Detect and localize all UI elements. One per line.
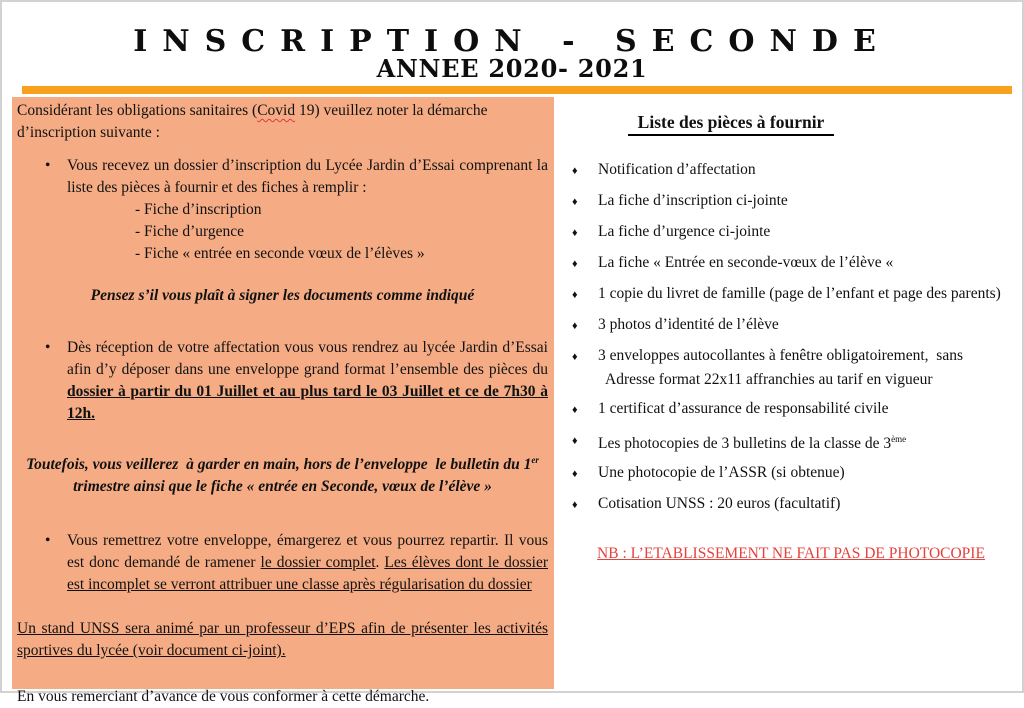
page-title: INSCRIPTION - SECONDE xyxy=(133,24,891,59)
orange-divider xyxy=(22,86,1012,94)
pieces-title xyxy=(560,112,1022,133)
bullet-item-remise xyxy=(17,530,548,596)
no-photocopy-warning: NB : L’ETABLISSEMENT NE FAIT PAS DE PHOTOCOPIE xyxy=(597,545,985,563)
list-item xyxy=(560,430,1022,453)
diamond-bullet-icon: ♦ xyxy=(572,351,578,363)
bullet-item-dossier xyxy=(17,155,548,199)
list-item xyxy=(560,284,1022,305)
intro-text-post: 19) veuillez noter la démarche d’inscription suivante : xyxy=(17,102,488,141)
list-item-text: Cotisation UNSS : 20 euros (facultatif) xyxy=(598,495,841,513)
list-item-text: 1 certificat d’assurance de responsabilité civile xyxy=(598,400,889,417)
envelopes-line1: 3 enveloppes autocollantes à fenêtre obligatoirement, sans xyxy=(598,347,963,364)
procedure-panel xyxy=(12,97,554,706)
list-item-text xyxy=(586,346,1022,389)
diamond-bullet-icon: ♦ xyxy=(572,435,578,447)
list-item xyxy=(560,494,1022,515)
round-bullet-icon: • xyxy=(45,339,51,356)
sign-documents-notice: Pensez s’il vous plaît à signer les documents comme indiqué xyxy=(90,287,475,304)
list-item xyxy=(560,191,1022,212)
diamond-bullet-icon: ♦ xyxy=(572,196,578,208)
list-item-text: La fiche « Entrée en seconde-vœux de l’élève « xyxy=(598,254,894,271)
list-item xyxy=(560,346,1022,389)
remise-text-2: . xyxy=(375,554,385,572)
list-item xyxy=(560,160,1022,181)
remise-text-1: Vous remettrez votre enveloppe, émargerez et vous pourrez repartir. Il vous est donc demandé de ramener xyxy=(67,532,548,572)
list-item xyxy=(560,253,1022,274)
closing-line: En vous remerciant d’avance de vous conformer à cette démarche. xyxy=(17,688,430,706)
bullet-text: Vous recevez un dossier d’inscription du Lycée Jardin d’Essai comprenant la liste des pièces à fournir et des fiches à remplir : xyxy=(67,157,548,196)
pieces-title-text: Liste des pièces à fournir xyxy=(628,112,835,136)
list-item xyxy=(560,463,1022,484)
intro-text-pre: Considérant les obligations sanitaires ( xyxy=(17,102,258,119)
list-item xyxy=(560,399,1022,420)
dossier-incomplet-emphasis: Les élèves dont le dossier est incomplet se verront attribuer une classe après régularisation du dossier xyxy=(67,554,548,594)
list-item xyxy=(560,315,1022,336)
bullet-text xyxy=(67,530,548,596)
diamond-bullet-icon: ♦ xyxy=(572,258,578,270)
fiche-list xyxy=(135,199,548,265)
diamond-bullet-icon: ♦ xyxy=(572,289,578,301)
diamond-bullet-icon: ♦ xyxy=(572,165,578,177)
keep-in-hand-notice xyxy=(17,449,548,498)
fiche-line: - Fiche d’inscription xyxy=(135,201,262,218)
pieces-panel xyxy=(560,112,1022,563)
bullet-item-depot xyxy=(17,337,548,425)
pieces-list xyxy=(560,160,1022,515)
list-item-text: Une photocopie de l’ASSR (si obtenue) xyxy=(598,464,845,482)
diamond-bullet-icon: ♦ xyxy=(572,499,578,512)
list-item-text: 1 copie du livret de famille (page de l’enfant et page des parents) xyxy=(598,285,1001,302)
fiche-line: - Fiche « entrée en seconde vœux de l’élèves » xyxy=(135,245,425,262)
notice2-post: trimestre ainsi que le fiche « entrée en Seconde, vœux de l’élève » xyxy=(73,456,543,496)
ordinal-superscript: er xyxy=(531,455,539,465)
unss-stand-note: Un stand UNSS sera animé par un professeur d’EPS afin de présenter les activités sportives du lycée (voir document ci-joint). xyxy=(17,620,548,660)
envelopes-line2: Adresse format 22x11 affranchies au tarif en vigueur xyxy=(605,371,933,388)
list-item-text: Notification d’affectation xyxy=(598,161,756,178)
diamond-bullet-icon: ♦ xyxy=(572,468,578,481)
list-item-text: La fiche d’urgence ci-jointe xyxy=(598,223,771,240)
notice2-pre: Toutefois, vous veillerez à garder en main, hors de l’enveloppe le bulletin du 1 xyxy=(26,456,532,474)
depot-text: Dès réception de votre affectation vous vous rendrez au lycée Jardin d’Essai afin d’y déposer dans une enveloppe grand format l’ensemble des pièces du xyxy=(67,339,548,378)
diamond-bullet-icon: ♦ xyxy=(572,320,578,332)
round-bullet-icon: • xyxy=(45,532,51,550)
list-item xyxy=(560,222,1022,243)
list-item-text xyxy=(586,430,1022,453)
grade-superscript: ème xyxy=(891,434,907,444)
list-item-text: 3 photos d’identité de l’élève xyxy=(598,316,779,333)
intro-paragraph xyxy=(17,100,548,144)
bullet-text xyxy=(67,337,548,425)
bulletins-text: Les photocopies de 3 bulletins de la classe de 3 xyxy=(598,435,892,453)
depot-dates-emphasis: dossier à partir du 01 Juillet et au plus tard le 03 Juillet et ce de 7h30 à 12h. xyxy=(67,383,548,422)
fiche-line: - Fiche d’urgence xyxy=(135,223,245,240)
page-subtitle: ANNEE 2020- 2021 xyxy=(376,54,648,83)
diamond-bullet-icon: ♦ xyxy=(572,227,578,239)
round-bullet-icon: • xyxy=(45,157,51,174)
diamond-bullet-icon: ♦ xyxy=(572,404,578,416)
dossier-complet-emphasis: le dossier complet xyxy=(260,554,376,572)
list-item-text: La fiche d’inscription ci-jointe xyxy=(598,192,788,209)
misspelled-word: Covid xyxy=(257,102,296,119)
